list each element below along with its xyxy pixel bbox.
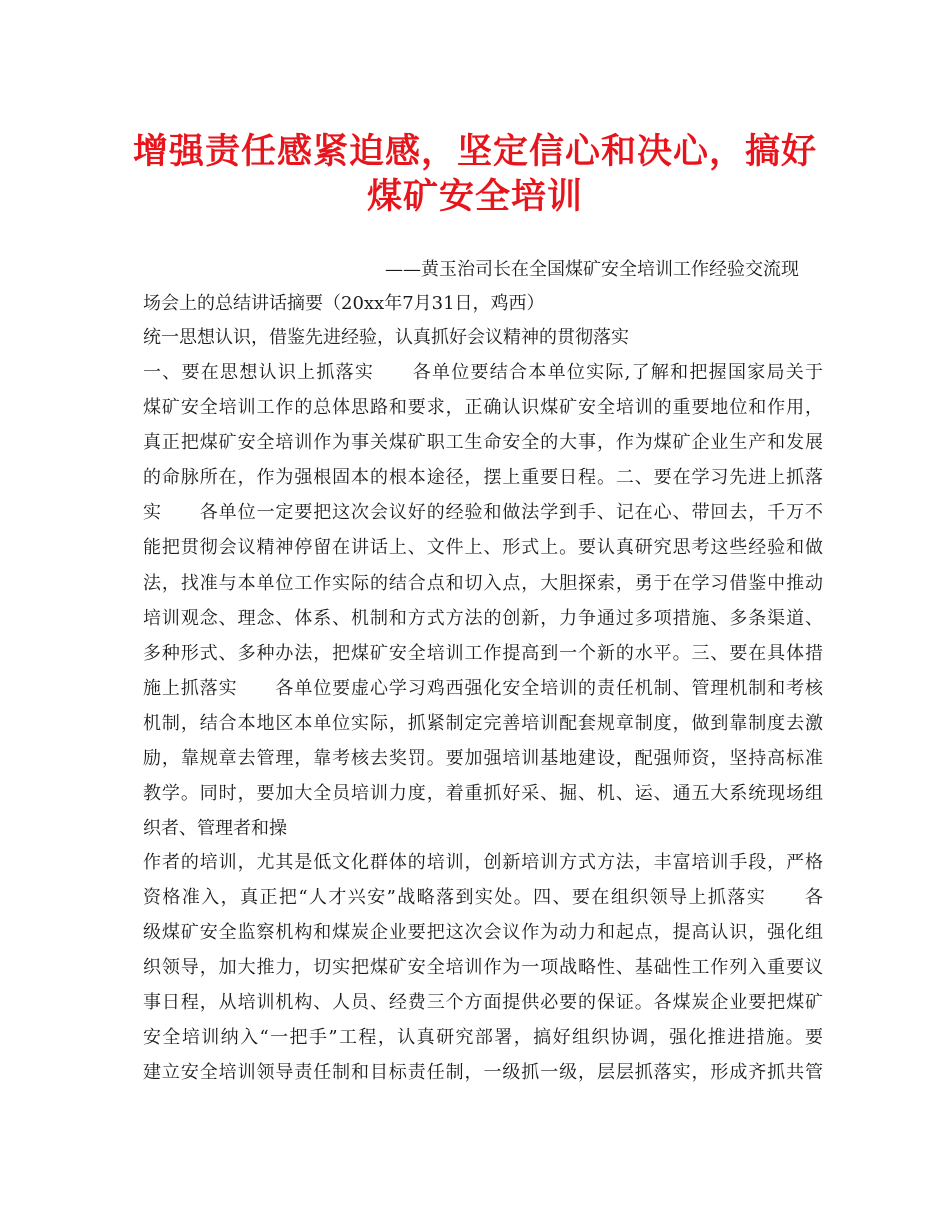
body-line: 的命脉所在，作为强根固本的根本途径，摆上重要日程。二、要在学习先进上抓落 bbox=[143, 467, 823, 488]
body-line: 级煤矿安全监察机构和煤炭企业要把这次会议作为动力和起点，提高认识，强化组 bbox=[143, 922, 823, 943]
body-line: 煤矿安全培训工作的总体思路和要求，正确认识煤矿安全培训的重要地位和作用， bbox=[143, 397, 823, 418]
body-line: 场会上的总结讲话摘要（20xx年7月31日，鸡西） bbox=[143, 293, 545, 314]
body-line: 励，靠规章去管理，靠考核去奖罚。要加强培训基地建设，配强师资，坚持高标准 bbox=[143, 748, 823, 769]
document-title-line-1: 增强责任感紧迫感，坚定信心和决心，搞好 bbox=[132, 131, 817, 172]
body-line: 教学。同时，要加大全员培训力度，着重抓好采、掘、机、运、通五大系统现场组 bbox=[143, 783, 823, 804]
body-line: 法，找准与本单位工作实际的结合点和切入点，大胆探索，勇于在学习借鉴中推动 bbox=[143, 573, 823, 594]
body-line: 能把贯彻会议精神停留在讲话上、文件上、形式上。要认真研究思考这些经验和做 bbox=[143, 537, 823, 558]
body-line: 统一思想认识，借鉴先进经验，认真抓好会议精神的贯彻落实 bbox=[143, 327, 629, 348]
body-line: 机制，结合本地区本单位实际，抓紧制定完善培训配套规章制度，做到靠制度去激 bbox=[143, 713, 823, 734]
body-line: 作者的培训，尤其是低文化群体的培训，创新培训方式方法，丰富培训手段，严格 bbox=[143, 852, 823, 873]
body-line: 多种形式、多种办法，把煤矿安全培训工作提高到一个新的水平。三、要在具体措 bbox=[143, 643, 823, 664]
body-line: 织领导，加大推力，切实把煤矿安全培训作为一项战略性、基础性工作列入重要议 bbox=[143, 957, 823, 978]
body-line: 事日程，从培训机构、人员、经费三个方面提供必要的保证。各煤炭企业要把煤矿 bbox=[143, 992, 823, 1013]
body-line: 培训观念、理念、体系、机制和方式方法的创新，力争通过多项措施、多条渠道、 bbox=[143, 608, 823, 629]
body-line: 施上抓落实 各单位要虚心学习鸡西强化安全培训的责任机制、管理机制和考核 bbox=[143, 678, 823, 699]
body-line: 一、要在思想认识上抓落实 各单位要结合本单位实际,了解和把握国家局关于 bbox=[143, 362, 823, 383]
body-line: 安全培训纳入“一把手”工程，认真研究部署，搞好组织协调，强化推进措施。要 bbox=[143, 1027, 823, 1048]
body-line: 真正把煤矿安全培训作为事关煤矿职工生命安全的大事，作为煤矿企业生产和发展 bbox=[143, 432, 823, 453]
body-line: 建立安全培训领导责任制和目标责任制，一级抓一级，层层抓落实，形成齐抓共管 bbox=[143, 1062, 823, 1083]
document-byline: ——黄玉治司长在全国煤矿安全培训工作经验交流现 bbox=[385, 259, 799, 280]
body-line: 资格准入，真正把“人才兴安”战略落到实处。四、要在组织领导上抓落实 各 bbox=[143, 887, 823, 908]
body-line: 织者、管理者和操 bbox=[143, 818, 287, 839]
document-title-line-2: 煤矿安全培训 bbox=[366, 176, 583, 217]
body-line: 实 各单位一定要把这次会议好的经验和做法学到手、记在心、带回去，千万不 bbox=[143, 502, 823, 523]
